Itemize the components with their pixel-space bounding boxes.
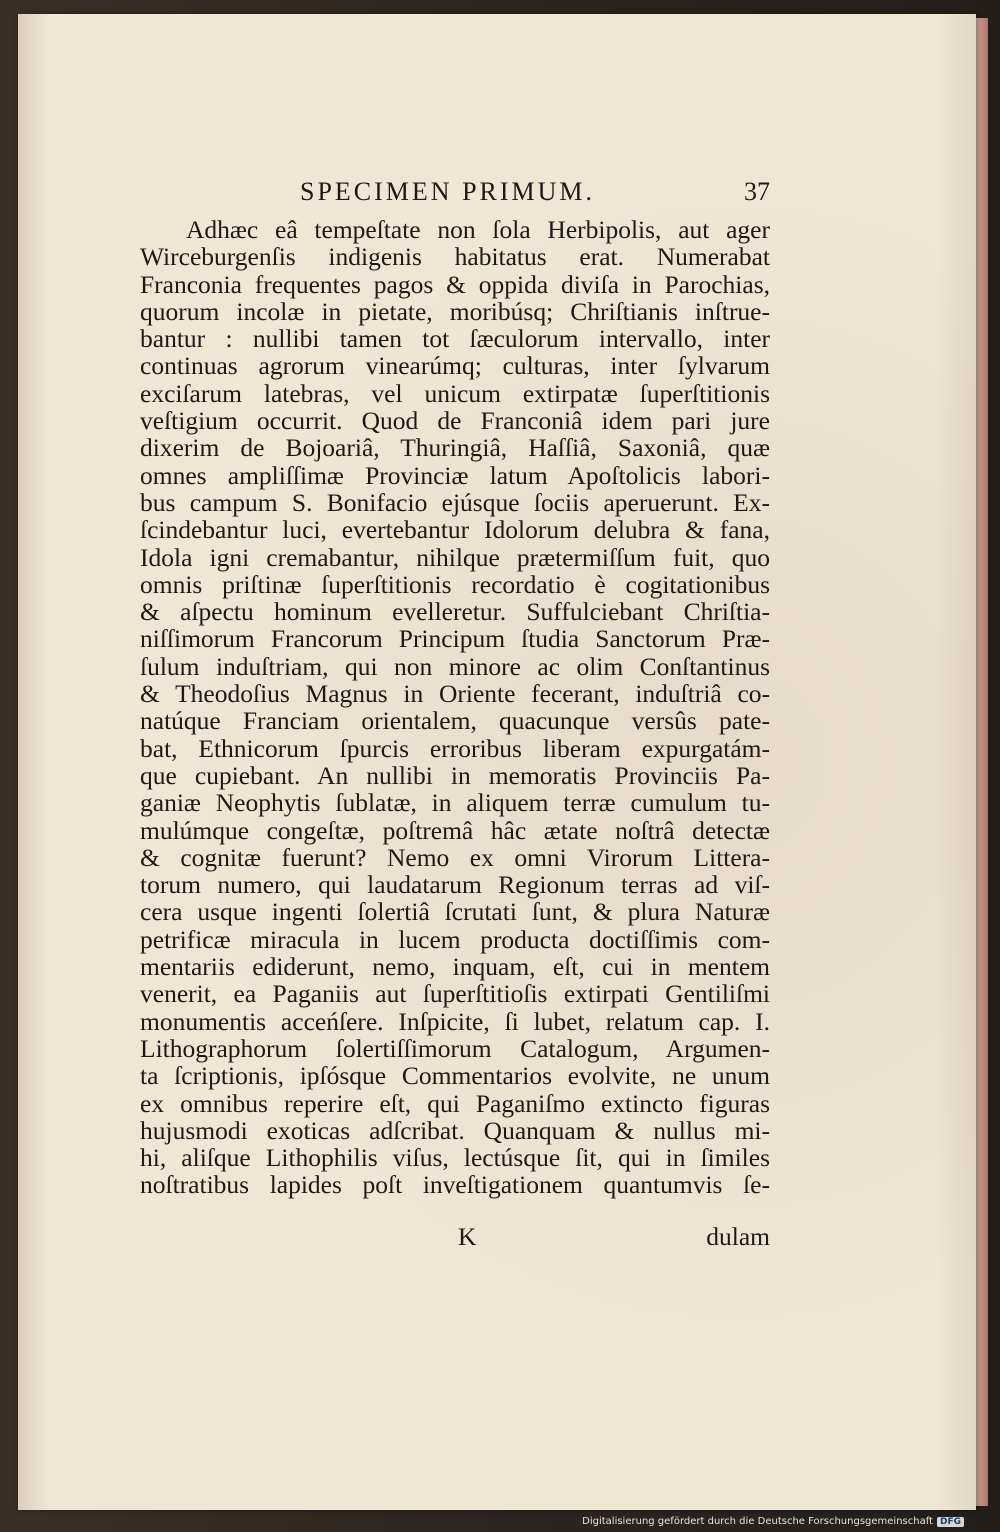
fore-edge [976,18,988,1506]
text-line: exciſarum latebras, vel unicum extirpatæ ſuperſtitionis [140,378,770,408]
text-line: Idola igni cremabantur, nihilque prætermiſſum fuit, quo [140,542,770,572]
running-head [300,177,770,211]
text-line: Lithographorum ſolertiſſimorum Catalogum, Argumen- [140,1033,770,1063]
text-line: ta ſcriptionis, ipſósque Commentarios evolvite, ne unum [140,1061,770,1091]
text-line: omnes ampliſſimæ Provinciæ latum Apoſtolicis labori- [140,460,770,490]
catchword: dulam [706,1222,770,1251]
text-line: bus campum S. Bonifacio ejúsque ſociis aperuerunt. Ex- [140,487,770,517]
text-line: hujusmodi exoticas adſcribat. Quanquam & nullus mi- [140,1115,770,1145]
text-line: & aſpectu hominum evelleretur. Suffulciebant Chriſtia- [140,597,770,627]
text-line: & Theodoſius Magnus in Oriente fecerant, induſtriâ co- [140,679,770,709]
body-text [140,216,770,1199]
text-line: Wirceburgenſis indigenis habitatus erat. Numerabat [140,242,770,272]
running-head-title: SPECIMEN PRIMUM. [300,177,596,206]
text-line: niſſimorum Francorum Principum ſtudia Sanctorum Præ- [140,624,770,654]
text-line: omnis priſtinæ ſuperſtitionis recordatio è cogitationibus [140,569,770,599]
page-number: 37 [744,177,770,206]
text-line: Adhæc eâ tempeſtate non ſola Herbipolis, aut ager [186,215,770,244]
text-line: ſulum induſtriam, qui non minore ac olim Conſtantinus [140,651,770,681]
digitization-credit-text: Digitalisierung gefördert durch die Deutsche Forschungsgemeinschaft [582,1516,933,1527]
text-line: bat, Ethnicorum ſpurcis erroribus liberam expurgatám- [140,733,770,763]
text-line: natúque Franciam orientalem, quacunque versûs pate- [140,706,770,736]
text-line: hi, aliſque Lithophilis viſus, lectúsque ſit, qui in ſimiles [140,1143,770,1173]
text-line: ganiæ Neophytis ſublatæ, in aliquem terræ cumulum tu- [140,788,770,818]
dfg-logo: DFG [937,1517,964,1527]
text-line: cera usque ingenti ſolertiâ ſcrutati ſunt, & plura Naturæ [140,897,770,927]
text-line: & cognitæ fuerunt? Nemo ex omni Virorum Littera- [140,842,770,872]
text-line: ſcindebantur luci, evertebantur Idolorum delubra & fana, [140,515,770,545]
text-line: continuas agrorum vinearúmq; culturas, inter ſylvarum [140,351,770,381]
text-line: noſtratibus lapides poſt inveſtigationem quantumvis ſe- [140,1170,770,1200]
signature-mark: K [458,1222,477,1251]
page-footer [140,1222,770,1252]
text-line: monumentis acceńſere. Inſpicite, ſi lubet, relatum cap. I. [140,1006,770,1036]
text-line: veſtigium occurrit. Quod de Franconiâ idem pari jure [140,406,770,436]
text-line: torum numero, qui laudatarum Regionum terras ad viſ- [140,870,770,900]
text-line: ex omnibus reperire eſt, qui Paganiſmo extincto figuras [140,1088,770,1118]
text-line: venerit, ea Paganiis aut ſuperſtitioſis extirpati Gentiliſmi [140,979,770,1009]
text-line: Franconia frequentes pagos & oppida diviſa in Parochias, [140,269,770,299]
digitization-credit [582,1516,964,1527]
text-line: bantur : nullibi tamen tot ſæculorum intervallo, inter [140,324,770,354]
text-line: quorum incolæ in pietate, moribúsq; Chriſtianis inſtrue- [140,296,770,326]
text-line: petrificæ miracula in lucem producta doctiſſimis com- [140,924,770,954]
text-line: dixerim de Bojoariâ, Thuringiâ, Haſſiâ, Saxoniâ, quæ [140,433,770,463]
text-line: que cupiebant. An nullibi in memoratis Provinciis Pa- [140,760,770,790]
text-line: mentariis ediderunt, nemo, inquam, eſt, cui in mentem [140,952,770,982]
text-line: mulúmque congeſtæ, poſtremâ hâc ætate noſtrâ detectæ [140,815,770,845]
